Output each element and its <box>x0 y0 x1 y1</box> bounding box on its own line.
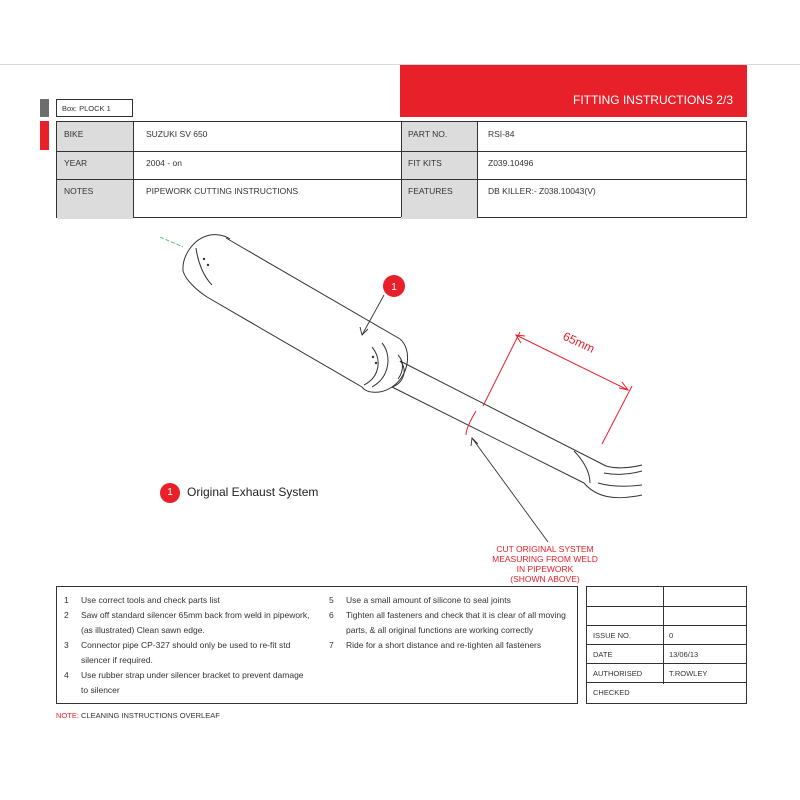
box-label: Box: PLOCK 1 <box>56 99 133 117</box>
fitkits-value: Z039.10496 <box>488 158 534 168</box>
cut-note-line: (SHOWN ABOVE) <box>510 574 580 584</box>
bike-value: SUZUKI SV 650 <box>146 129 208 139</box>
table-divider <box>477 122 478 217</box>
step-text: Connector pipe CP-327 should only be used to re-fit std silencer if required. <box>81 640 291 665</box>
authorised-label: AUTHORISED <box>593 669 643 678</box>
exhaust-drawing <box>0 225 800 585</box>
step-text: Use correct tools and check parts list <box>81 595 220 605</box>
date-label: DATE <box>593 650 613 659</box>
authorised-value: T.ROWLEY <box>669 669 708 678</box>
fitkits-label: FIT KITS <box>401 151 477 179</box>
silencer-body <box>183 235 642 498</box>
blank-row <box>587 606 746 625</box>
steps-box <box>56 586 578 704</box>
step-number: 7 <box>329 640 334 650</box>
rivet <box>203 258 205 260</box>
note-text: CLEANING INSTRUCTIONS OVERLEAF <box>78 711 220 720</box>
notes-value: PIPEWORK CUTTING INSTRUCTIONS <box>146 186 299 196</box>
box-marker <box>40 99 49 117</box>
footer-note <box>56 711 220 720</box>
legend-circle: 1 <box>160 483 180 503</box>
issue-table <box>586 586 747 704</box>
dimension-65mm <box>483 332 632 444</box>
bike-label: BIKE <box>57 122 133 151</box>
issue-value: 0 <box>669 631 674 640</box>
rivet <box>372 356 374 358</box>
info-table <box>56 121 747 218</box>
table-divider <box>133 122 134 217</box>
cut-note-line: MEASURING FROM WELD <box>492 554 598 564</box>
notes-label: NOTES <box>57 179 133 219</box>
features-label: FEATURES <box>401 179 477 219</box>
step-text: Tighten all fasteners and check that it is clear of all moving parts, & all original functions are working correctly <box>346 610 566 635</box>
authorised-row <box>587 663 746 682</box>
step-number: 5 <box>329 595 334 605</box>
checked-row <box>587 682 746 701</box>
table-divider <box>57 151 746 152</box>
step-text: Use a small amount of silicone to seal joints <box>346 595 511 605</box>
cut-leader <box>472 438 548 542</box>
callout-number: 1 <box>391 282 397 293</box>
dimension-label: 65mm <box>560 329 597 356</box>
step-number: 3 <box>64 640 69 650</box>
issue-row <box>587 625 746 644</box>
year-value: 2004 - on <box>146 158 182 168</box>
table-divider <box>57 179 746 180</box>
step-number: 2 <box>64 610 69 620</box>
title-banner <box>400 65 747 117</box>
partno-value: RSI-84 <box>488 129 515 139</box>
features-value: DB KILLER:- Z038.10043(V) <box>488 186 596 196</box>
step-number: 1 <box>64 595 69 605</box>
legend-label: Original Exhaust System <box>187 485 319 499</box>
step-number: 6 <box>329 610 334 620</box>
year-label: YEAR <box>57 151 133 179</box>
date-value: 13/06/13 <box>669 650 699 659</box>
step-text: Use rubber strap under silencer bracket to prevent damage to silencer <box>81 670 304 695</box>
rivet <box>207 264 209 266</box>
red-marker <box>40 121 49 150</box>
cut-mark <box>466 411 476 435</box>
partno-label: PART NO. <box>401 122 477 151</box>
step-number: 4 <box>64 670 69 680</box>
note-prefix: NOTE: <box>56 711 79 720</box>
date-row <box>587 644 746 663</box>
centre-line <box>160 237 183 247</box>
cut-note-line: IN PIPEWORK <box>516 564 574 574</box>
step-text: Ride for a short distance and re-tighten all fasteners <box>346 640 542 650</box>
callout-leader <box>362 295 384 335</box>
cut-note <box>470 544 620 584</box>
rivet <box>375 362 377 364</box>
checked-label: CHECKED <box>593 688 630 697</box>
step-text: Saw off standard silencer 65mm back from weld in pipework,(as illustrated) Clean sawn edge. <box>81 610 310 635</box>
page-title: FITTING INSTRUCTIONS 2/3 <box>572 93 733 107</box>
cut-note-line: CUT ORIGINAL SYSTEM <box>496 544 594 554</box>
table-divider <box>401 122 402 217</box>
issue-label: ISSUE NO. <box>593 631 631 640</box>
